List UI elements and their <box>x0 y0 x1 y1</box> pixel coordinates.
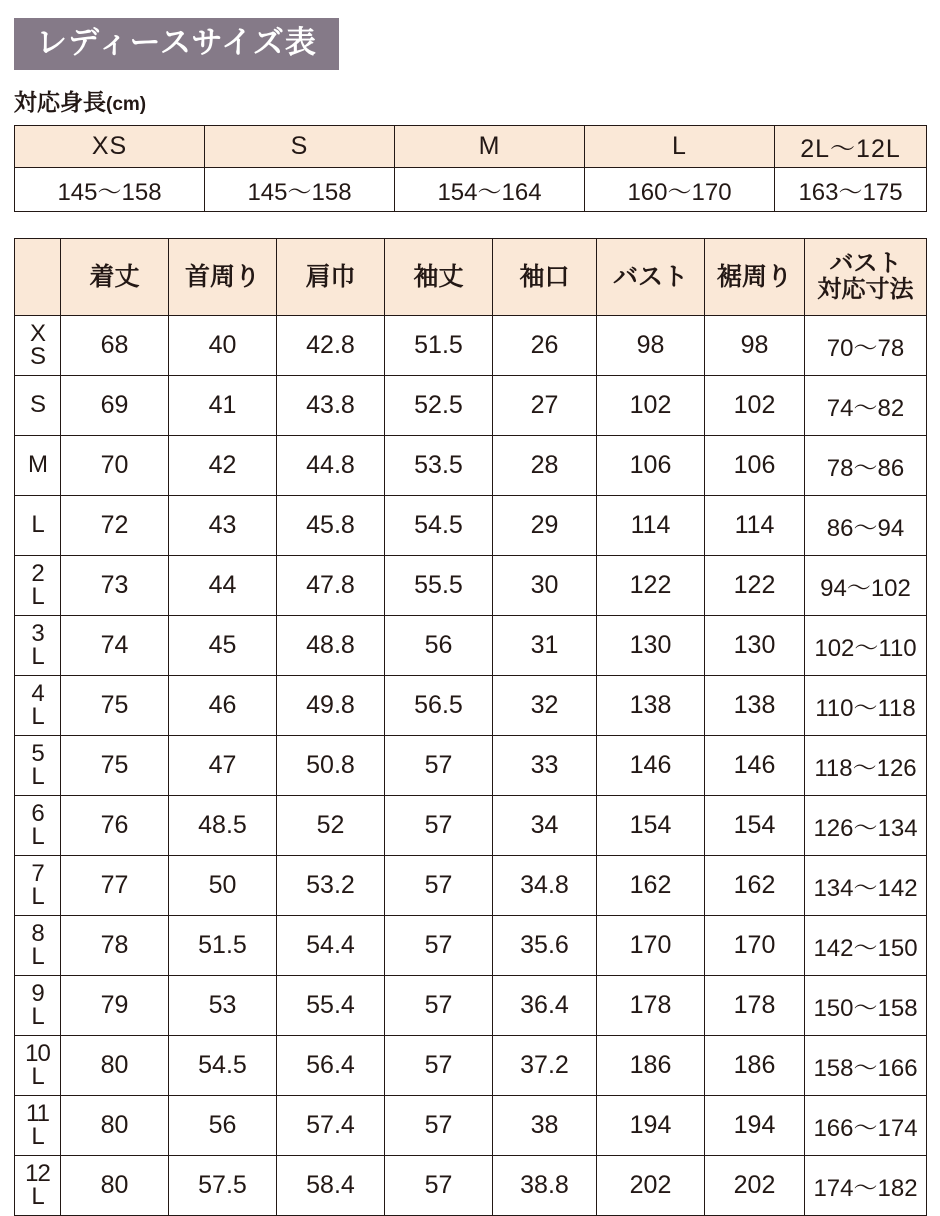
measure-corner-cell <box>15 239 61 316</box>
height-header-cell: M <box>395 126 585 168</box>
height-header-cell: XS <box>15 126 205 168</box>
measure-value-cell: 69 <box>61 376 169 436</box>
measure-value-cell: 130 <box>597 616 705 676</box>
measure-value-cell: 55.5 <box>385 556 493 616</box>
size-label-line1: 12 <box>25 1159 50 1187</box>
measure-value-cell: 158〜166 <box>805 1036 927 1096</box>
measure-value-cell: 202 <box>705 1156 805 1216</box>
measure-value-cell: 57 <box>385 976 493 1036</box>
height-value-cell: 160〜170 <box>585 168 775 212</box>
measure-value-cell: 74 <box>61 616 169 676</box>
measure-value-cell: 55.4 <box>277 976 385 1036</box>
measure-value-cell: 73 <box>61 556 169 616</box>
measure-value-cell: 26 <box>493 316 597 376</box>
measure-value-cell: 162 <box>705 856 805 916</box>
measure-value-cell: 77 <box>61 856 169 916</box>
measure-value-cell: 28 <box>493 436 597 496</box>
table-row <box>15 916 927 976</box>
measure-value-cell: 52.5 <box>385 376 493 436</box>
measure-value-cell: 38.8 <box>493 1156 597 1216</box>
measure-row-size-label <box>15 736 61 796</box>
measure-row-size-label <box>15 676 61 736</box>
measure-value-cell: 194 <box>597 1096 705 1156</box>
height-value-cell: 154〜164 <box>395 168 585 212</box>
height-value-cell: 163〜175 <box>775 168 927 212</box>
measure-header-cell-bust: バスト <box>597 239 705 316</box>
measure-value-cell: 31 <box>493 616 597 676</box>
size-label-line2: L <box>31 822 44 850</box>
size-label-line1: X <box>29 319 45 347</box>
measure-value-cell: 56 <box>169 1096 277 1156</box>
page-title: レディースサイズ表 <box>14 18 339 70</box>
measure-value-cell: 194 <box>705 1096 805 1156</box>
measure-row-size-label <box>15 976 61 1036</box>
measure-value-cell: 48.8 <box>277 616 385 676</box>
measure-value-cell: 46 <box>169 676 277 736</box>
measure-value-cell: 57 <box>385 736 493 796</box>
measure-value-cell: 30 <box>493 556 597 616</box>
measure-value-cell: 98 <box>597 316 705 376</box>
measure-value-cell: 174〜182 <box>805 1156 927 1216</box>
measure-value-cell: 118〜126 <box>805 736 927 796</box>
measure-header-cell-shoulder: 肩巾 <box>277 239 385 316</box>
measure-value-cell: 134〜142 <box>805 856 927 916</box>
measure-value-cell: 57 <box>385 856 493 916</box>
measure-value-cell: 122 <box>705 556 805 616</box>
measure-value-cell: 130 <box>705 616 805 676</box>
measure-value-cell: 114 <box>597 496 705 556</box>
measure-value-cell: 78 <box>61 916 169 976</box>
measure-value-cell: 50.8 <box>277 736 385 796</box>
measure-value-cell: 58.4 <box>277 1156 385 1216</box>
measure-value-cell: 80 <box>61 1096 169 1156</box>
measure-header-cell-neck: 首周り <box>169 239 277 316</box>
measure-value-cell: 42 <box>169 436 277 496</box>
measure-value-cell: 154 <box>597 796 705 856</box>
table-row-height-values <box>15 168 927 212</box>
measurement-table-body <box>15 316 927 1216</box>
size-label-line2: L <box>31 1182 44 1210</box>
measure-value-cell: 79 <box>61 976 169 1036</box>
size-label-line1: 8 <box>31 919 44 947</box>
measure-value-cell: 80 <box>61 1036 169 1096</box>
measure-value-cell: 72 <box>61 496 169 556</box>
table-row <box>15 1096 927 1156</box>
measure-value-cell: 56 <box>385 616 493 676</box>
measure-value-cell: 53 <box>169 976 277 1036</box>
measure-row-size-label <box>15 316 61 376</box>
measure-value-cell: 36.4 <box>493 976 597 1036</box>
table-row <box>15 316 927 376</box>
measure-value-cell: 54.4 <box>277 916 385 976</box>
measure-value-cell: 146 <box>705 736 805 796</box>
measure-value-cell: 53.5 <box>385 436 493 496</box>
table-row <box>15 976 927 1036</box>
measure-header-cell-bust-fit <box>805 239 927 316</box>
measure-row-size-label <box>15 616 61 676</box>
measure-value-cell: 57 <box>385 796 493 856</box>
measure-header-cell-hem: 裾周り <box>705 239 805 316</box>
measure-header-bust-fit-line2: 対応寸法 <box>817 276 914 304</box>
measure-value-cell: 102 <box>597 376 705 436</box>
measure-value-cell: 57 <box>385 1036 493 1096</box>
measure-row-size-label <box>15 376 61 436</box>
measure-value-cell: 43 <box>169 496 277 556</box>
size-label-line1: 2 <box>31 559 44 587</box>
measure-row-size-label <box>15 496 61 556</box>
size-label-line1: L <box>31 511 44 539</box>
measure-value-cell: 142〜150 <box>805 916 927 976</box>
measurement-table <box>14 238 927 1216</box>
size-label-line1: 7 <box>31 859 44 887</box>
measure-value-cell: 80 <box>61 1156 169 1216</box>
height-value-cell: 145〜158 <box>205 168 395 212</box>
size-label-line2: L <box>31 1002 44 1030</box>
measure-value-cell: 106 <box>705 436 805 496</box>
measure-value-cell: 29 <box>493 496 597 556</box>
measure-value-cell: 37.2 <box>493 1036 597 1096</box>
measure-row-size-label <box>15 1156 61 1216</box>
table-row <box>15 676 927 736</box>
measure-value-cell: 51.5 <box>385 316 493 376</box>
size-label-line1: 4 <box>31 679 44 707</box>
size-label-line2: L <box>31 702 44 730</box>
size-label-line2: L <box>31 1062 44 1090</box>
size-label-line2: L <box>31 582 44 610</box>
measure-value-cell: 45 <box>169 616 277 676</box>
measure-value-cell: 47.8 <box>277 556 385 616</box>
measure-value-cell: 45.8 <box>277 496 385 556</box>
measure-value-cell: 70〜78 <box>805 316 927 376</box>
height-header-cell: 2L〜12L <box>775 126 927 168</box>
measure-value-cell: 57 <box>385 1156 493 1216</box>
height-caption-unit: (cm) <box>106 94 147 116</box>
measure-value-cell: 44 <box>169 556 277 616</box>
size-label-line1: 10 <box>25 1039 50 1067</box>
measure-value-cell: 34.8 <box>493 856 597 916</box>
table-row <box>15 856 927 916</box>
table-row-height-headers <box>15 126 927 168</box>
measure-value-cell: 52 <box>277 796 385 856</box>
measure-value-cell: 170 <box>597 916 705 976</box>
measure-value-cell: 43.8 <box>277 376 385 436</box>
measure-value-cell: 49.8 <box>277 676 385 736</box>
measure-header-cell-sleeve: 袖丈 <box>385 239 493 316</box>
measure-value-cell: 110〜118 <box>805 676 927 736</box>
table-row <box>15 556 927 616</box>
size-label-line1: M <box>28 451 47 479</box>
measure-value-cell: 86〜94 <box>805 496 927 556</box>
measure-value-cell: 178 <box>597 976 705 1036</box>
measure-value-cell: 202 <box>597 1156 705 1216</box>
measure-value-cell: 70 <box>61 436 169 496</box>
size-label-line2: L <box>31 642 44 670</box>
table-row <box>15 376 927 436</box>
measure-value-cell: 33 <box>493 736 597 796</box>
measure-value-cell: 57 <box>385 916 493 976</box>
measurement-section <box>14 238 926 1216</box>
size-label-line2: L <box>31 1122 44 1150</box>
measure-value-cell: 56.4 <box>277 1036 385 1096</box>
measure-value-cell: 68 <box>61 316 169 376</box>
table-row <box>15 796 927 856</box>
size-label-line2: L <box>31 882 44 910</box>
height-header-cell: S <box>205 126 395 168</box>
measure-row-size-label <box>15 1096 61 1156</box>
measure-header-cell-cuff: 袖口 <box>493 239 597 316</box>
measure-value-cell: 53.2 <box>277 856 385 916</box>
measure-value-cell: 57 <box>385 1096 493 1156</box>
measure-value-cell: 76 <box>61 796 169 856</box>
measure-value-cell: 98 <box>705 316 805 376</box>
size-label-line1: S <box>29 391 45 419</box>
height-caption-label: 対応身長 <box>14 89 106 116</box>
size-label-line1: 3 <box>31 619 44 647</box>
measure-row-size-label <box>15 556 61 616</box>
table-row <box>15 736 927 796</box>
height-value-cell: 145〜158 <box>15 168 205 212</box>
measure-value-cell: 42.8 <box>277 316 385 376</box>
measure-value-cell: 170 <box>705 916 805 976</box>
size-label-line2: S <box>29 342 45 370</box>
measure-value-cell: 48.5 <box>169 796 277 856</box>
measure-value-cell: 75 <box>61 676 169 736</box>
measure-value-cell: 78〜86 <box>805 436 927 496</box>
measure-value-cell: 38 <box>493 1096 597 1156</box>
measure-value-cell: 27 <box>493 376 597 436</box>
table-row <box>15 496 927 556</box>
measure-row-size-label <box>15 856 61 916</box>
measure-value-cell: 166〜174 <box>805 1096 927 1156</box>
size-label-line1: 5 <box>31 739 44 767</box>
measure-value-cell: 138 <box>705 676 805 736</box>
measure-header-cell-length: 着丈 <box>61 239 169 316</box>
measure-row-size-label <box>15 796 61 856</box>
measure-value-cell: 126〜134 <box>805 796 927 856</box>
height-header-cell: L <box>585 126 775 168</box>
measure-value-cell: 150〜158 <box>805 976 927 1036</box>
measure-value-cell: 94〜102 <box>805 556 927 616</box>
measure-value-cell: 44.8 <box>277 436 385 496</box>
table-row <box>15 1156 927 1216</box>
height-section-caption <box>14 84 926 117</box>
measure-value-cell: 41 <box>169 376 277 436</box>
table-row-measure-headers <box>15 239 927 316</box>
measure-header-bust-fit-line1: バスト <box>829 249 902 277</box>
table-row <box>15 436 927 496</box>
measure-value-cell: 54.5 <box>169 1036 277 1096</box>
size-label-line1: 11 <box>26 1099 49 1127</box>
height-table <box>14 125 927 212</box>
size-label-line2: L <box>31 942 44 970</box>
measure-value-cell: 154 <box>705 796 805 856</box>
size-label-line1: 6 <box>31 799 44 827</box>
measure-value-cell: 57.4 <box>277 1096 385 1156</box>
measure-value-cell: 50 <box>169 856 277 916</box>
measure-row-size-label <box>15 916 61 976</box>
measure-value-cell: 146 <box>597 736 705 796</box>
measure-value-cell: 102〜110 <box>805 616 927 676</box>
measure-value-cell: 75 <box>61 736 169 796</box>
measure-value-cell: 32 <box>493 676 597 736</box>
measure-value-cell: 138 <box>597 676 705 736</box>
size-label-line1: 9 <box>31 979 44 1007</box>
measure-row-size-label <box>15 1036 61 1096</box>
measure-value-cell: 54.5 <box>385 496 493 556</box>
measure-value-cell: 40 <box>169 316 277 376</box>
measure-value-cell: 186 <box>597 1036 705 1096</box>
measure-value-cell: 35.6 <box>493 916 597 976</box>
measure-value-cell: 74〜82 <box>805 376 927 436</box>
measure-value-cell: 47 <box>169 736 277 796</box>
measure-value-cell: 106 <box>597 436 705 496</box>
measure-value-cell: 51.5 <box>169 916 277 976</box>
measure-value-cell: 34 <box>493 796 597 856</box>
measure-value-cell: 186 <box>705 1036 805 1096</box>
table-row <box>15 616 927 676</box>
table-row <box>15 1036 927 1096</box>
measure-value-cell: 178 <box>705 976 805 1036</box>
measure-row-size-label <box>15 436 61 496</box>
size-label-line2: L <box>31 762 44 790</box>
measure-value-cell: 122 <box>597 556 705 616</box>
measure-value-cell: 57.5 <box>169 1156 277 1216</box>
measure-value-cell: 162 <box>597 856 705 916</box>
measure-value-cell: 102 <box>705 376 805 436</box>
measure-value-cell: 56.5 <box>385 676 493 736</box>
measure-value-cell: 114 <box>705 496 805 556</box>
